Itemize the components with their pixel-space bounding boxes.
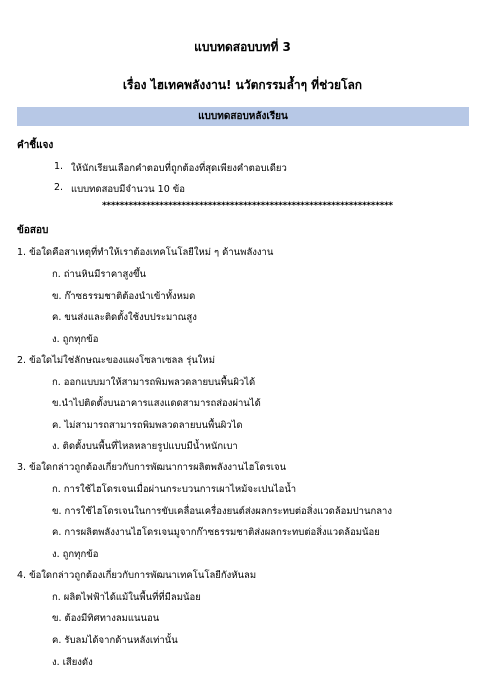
question-3-option-d[interactable]: ง. ถูกทุกข้อ bbox=[52, 549, 99, 560]
question-2-option-d[interactable]: ง. ติดตั้งบนพื้นที่ไหลหลายรูปแบบมีน้ำหนักเบา bbox=[52, 441, 238, 452]
separator-line: ****************************************************************** bbox=[102, 201, 393, 211]
question-3: 3. ข้อใดกล่าวถูกต้องเกี่ยวกับการพัฒนาการผลิตพลังงานไฮโดรเจน bbox=[17, 462, 287, 473]
question-2: 2. ข้อใดไม่ใช่ลักษณะของแผงโซลาเซลล รุ่นใหม่ bbox=[17, 355, 215, 366]
question-1-option-c[interactable]: ค. ขนส่งและติดตั้งใช้งบประมาณสูง bbox=[52, 312, 197, 323]
question-4: 4. ข้อใดกล่าวถูกต้องเกี่ยวกับการพัฒนาเทคโนโลยีกังหันลม bbox=[17, 570, 257, 581]
section-banner: แบบทดสอบหลังเรียน bbox=[17, 107, 469, 126]
question-1-option-a[interactable]: ก. ถ่านหินมีราคาสูงขึ้น bbox=[52, 269, 146, 280]
instruction-number: 2. bbox=[54, 182, 64, 193]
instruction-number: 1. bbox=[54, 161, 64, 172]
question-2-option-a[interactable]: ก. ออกแบบมาให้สามารถพิมพลวดลายบนพื้นผิวได้ bbox=[52, 377, 256, 388]
question-1-option-d[interactable]: ง. ถูกทุกข้อ bbox=[52, 334, 99, 345]
question-4-option-d[interactable]: ง. เสียงดัง bbox=[52, 657, 93, 668]
instructions-heading: คำชี้แจง bbox=[17, 140, 54, 151]
question-2-option-b[interactable]: ข.นำไปติดตั้งบนอาคารแสงแดดสามารถส่องผ่านได้ bbox=[52, 398, 261, 409]
question-1: 1. ข้อใดคือสาเหตุที่ทำให้เราต้องเทคโนโลยีใหม่ ๆ ด้านพลังงาน bbox=[17, 247, 274, 258]
instruction-text: แบบทดสอบมีจำนวน 10 ข้อ bbox=[71, 184, 185, 195]
page-title: แบบทดสอบบทที่ 3 bbox=[194, 40, 291, 54]
question-3-option-b[interactable]: ข. การใช้ไฮโดรเจนในการขับเคลื่อนเครื่องยนต์ส่งผลกระทบต่อสิ่งแวดล้อมปานกลาง bbox=[52, 506, 393, 517]
page-subtitle: เรื่อง ไฮเทคพลังงาน! นวัตกรรมล้ำๆ ที่ช่วยโลก bbox=[122, 78, 363, 92]
question-3-option-a[interactable]: ก. การใช้ไฮโดรเจนเมื่อผ่านกระบวนการเผาไหม้จะเปนไอน้ำ bbox=[52, 484, 297, 495]
question-2-option-c[interactable]: ค. ไม่สามารถสามารถพิมพลวดลายบนพื้นผิวได bbox=[52, 420, 243, 431]
question-4-option-c[interactable]: ค. รับลมได้จากด้านหลังเท่านั้น bbox=[52, 635, 178, 646]
question-1-option-b[interactable]: ข. ก๊าซธรรมชาติต้องนำเข้าทั้งหมด bbox=[52, 291, 196, 302]
quiz-heading: ข้อสอบ bbox=[17, 225, 49, 236]
question-4-option-a[interactable]: ก. ผลิตไฟฟ้าได้แม้ในพื้นที่ที่มีลมน้อย bbox=[52, 592, 201, 603]
question-4-option-b[interactable]: ข. ต้องมีทิศทางลมแนนอน bbox=[52, 613, 160, 624]
instruction-text: ให้นักเรียนเลือกคำตอบที่ถูกต้องที่สุดเพียงคำตอบเดียว bbox=[71, 163, 287, 174]
question-3-option-c[interactable]: ค. การผลิตพลังงานไฮโดรเจนมูจากก๊าซธรรมชาติส่งผลกระทบต่อสิ่งแวดล้อมน้อย bbox=[52, 527, 380, 538]
